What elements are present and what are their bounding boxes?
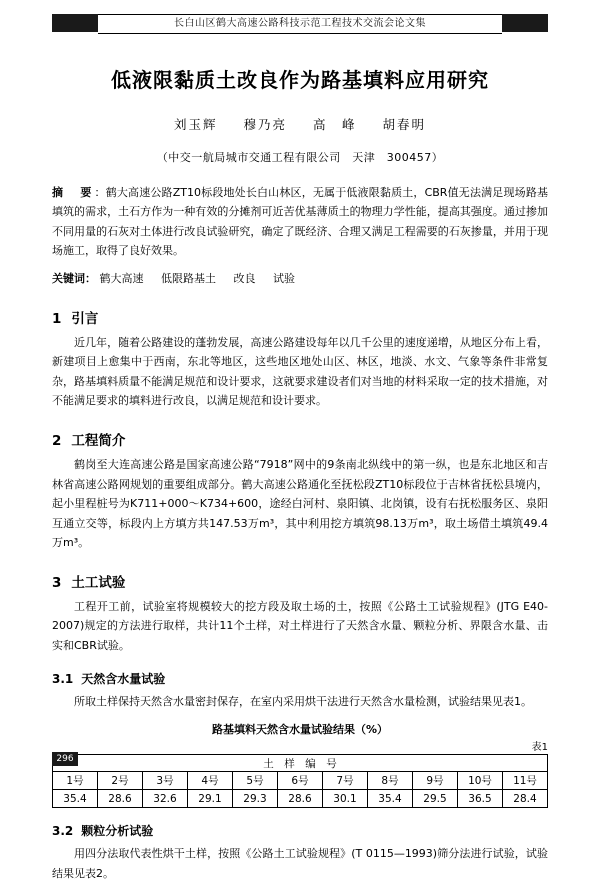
table-header-cell: 3号 <box>143 772 188 790</box>
subsection-number: 3.2 <box>52 824 74 839</box>
results-table <box>52 754 548 808</box>
table-cell: 29.3 <box>233 790 278 808</box>
table-cell: 28.4 <box>503 790 548 808</box>
table-number: 表1 <box>531 742 548 754</box>
abstract-colon: ： <box>94 186 106 199</box>
banner-title: 长白山区鹤大高速公路科技示范工程技术交流会论文集 <box>98 14 502 34</box>
table-cell: 36.5 <box>458 790 503 808</box>
author-list <box>52 115 548 133</box>
abstract-text: 鹤大高速公路ZT10标段地处长白山林区，无属于低液限黏质土，CBR值无法满足现场路基填筑的需求，土石方作为一种有效的分摊剂可近苦优基薄质土的物理力学性能，提高其强度。通过掺加不同用量的石灰对土体进行改良试验研究，确定了既经济、合理又满足工程需要的石灰掺量，并用于现场施工，取得了良好效果。 <box>52 186 548 257</box>
table-cell: 32.6 <box>143 790 188 808</box>
page-number: 296 <box>52 752 78 766</box>
author-name: 刘玉辉 <box>173 117 218 132</box>
author-name: 胡春明 <box>382 117 426 132</box>
keyword-item: 低限路基土 <box>161 272 216 285</box>
affiliation: （中交一航局城市交通工程有限公司 天津 300457） <box>156 151 444 164</box>
subsection-title: 天然含水量试验 <box>81 671 166 686</box>
section-paragraph: 近几年，随着公路建设的蓬勃发展，高速公路建设每年以几千公里的速度递增，从地区分布上看，新建项目上愈集中于西南，东北等地区，这些地区地处山区、林区，地淡、水文、气象等条件非常复杂，路基填料质量不能满足规范和设计要求，这就要求建设者们对当地的材料采取一定的技术措施，对不能满足要求的填料进行改良，以满足规范和设计要求。 <box>52 335 548 408</box>
table-cell: 30.1 <box>323 790 368 808</box>
subsection-heading-3-1 <box>52 670 548 687</box>
table-cell: 35.4 <box>53 790 98 808</box>
section-title: 引言 <box>71 310 99 327</box>
section-heading-1 <box>52 307 548 327</box>
section-heading-3 <box>52 571 548 591</box>
section-number: 2 <box>52 433 62 449</box>
banner-left-block <box>52 14 98 32</box>
table-header-cell: 8号 <box>368 772 413 790</box>
keyword-item: 改良 <box>233 272 256 285</box>
table-header-cell: 11号 <box>503 772 548 790</box>
subsection-paragraph: 所取土样保持天然含水量密封保存，在室内采用烘干法进行天然含水量检测，试验结果见表1。 <box>74 694 532 708</box>
header-banner <box>52 14 548 34</box>
banner-right-block <box>502 14 548 32</box>
table-row-header <box>53 772 548 790</box>
table-header-cell: 4号 <box>188 772 233 790</box>
keyword-item: 试验 <box>273 272 295 285</box>
table-cell: 28.6 <box>98 790 143 808</box>
table-cell: 28.6 <box>278 790 323 808</box>
section-paragraph: 鹤岗至大连高速公路是国家高速公路“7918”网中的9条南北纵线中的第一纵，也是东北地区和吉林省高速公路网规划的重要组成部分。鹤大高速公路通化至抚松段ZT10标段位于吉林省抚松县境内，起小里程桩号为K711+000～K734+600，途经白河村、泉阳镇、北岗镇，设有右抚松服务区、泉阳互通立交等，标段内上方填方共147.53万m³，其中利用挖方填筑98.13万m³，取土场借土填筑49.4万m³。 <box>52 458 548 550</box>
table-header-cell: 6号 <box>278 772 323 790</box>
table-header-cell: 9号 <box>413 772 458 790</box>
table-row-group-header <box>53 755 548 772</box>
table-header-cell: 2号 <box>98 772 143 790</box>
table-group-header: 土 样 编 号 <box>53 755 548 772</box>
table-header-cell: 7号 <box>323 772 368 790</box>
subsection-paragraph: 用四分法取代表性烘干土样，按照《公路土工试验规程》(T 0115—1993)筛分法进行试验，试验结果见表2。 <box>52 847 548 880</box>
section-title: 土工试验 <box>71 574 126 591</box>
table-header-cell: 10号 <box>458 772 503 790</box>
keywords-block <box>52 270 548 289</box>
subsection-number: 3.1 <box>52 671 74 686</box>
abstract-block <box>52 183 548 260</box>
paper-page <box>0 14 600 880</box>
table-cell: 29.5 <box>413 790 458 808</box>
author-name: 穆乃亮 <box>243 117 287 132</box>
abstract-label: 摘 要 <box>52 186 95 199</box>
table-caption: 路基填料天然含水量试验结果（%） <box>211 723 389 737</box>
section-number: 3 <box>52 574 62 591</box>
author-name: 高 峰 <box>312 117 357 132</box>
subsection-title: 颗粒分析试验 <box>81 824 154 839</box>
subsection-heading-3-2 <box>52 822 548 839</box>
table-cell: 35.4 <box>368 790 413 808</box>
table-header-cell: 5号 <box>233 772 278 790</box>
table-row <box>53 790 548 808</box>
section-heading-2 <box>52 429 548 449</box>
section-paragraph: 工程开工前，试验室将规模较大的挖方段及取土场的土，按照《公路土工试验规程》(JTG E40-2007)规定的方法进行取样，共计11个土样，对土样进行了天然含水量、颗粒分析、界限含水量、击实和CBR试验。 <box>52 599 548 653</box>
section-number: 1 <box>52 310 62 327</box>
page-title: 低液限黏质土改良作为路基填料应用研究 <box>111 68 489 92</box>
table-cell: 29.1 <box>188 790 233 808</box>
keywords-label: 关键词： <box>52 272 96 285</box>
section-title: 工程简介 <box>71 433 126 449</box>
keyword-item: 鹤大高速 <box>99 272 144 285</box>
table-header-cell: 1号 <box>53 772 98 790</box>
